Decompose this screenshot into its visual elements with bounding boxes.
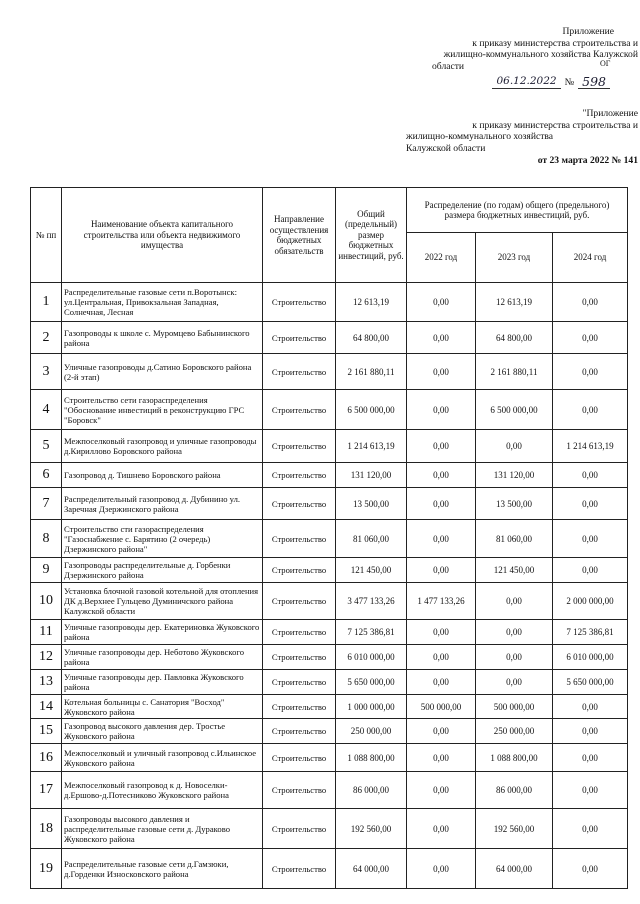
direction: Строительство [263,695,336,719]
row-number: 14 [31,695,62,719]
amount-2022: 0,00 [407,463,476,488]
amount-2022: 0,00 [407,809,476,849]
table-row [31,390,628,430]
amount-2023: 131 120,00 [476,463,553,488]
amount-2024: 0,00 [553,695,628,719]
object-name: Строительство сети газораспределения "Обоснование инвестиций в реконструкцию ГРС "Боровск" [62,390,263,430]
header-total: Общий (предельный) размер бюджетных инвестиций, руб. [336,188,407,283]
object-name: Газопровод д. Тишнево Боровского района [62,463,263,488]
row-number: 16 [31,744,62,772]
object-name: Строительство сти газораспределения "Газоснабжение с. Барятино (2 очередь) Дзержинского района" [62,520,263,558]
row-number: 7 [31,488,62,520]
table-row [31,283,628,322]
amount-2023: 81 060,00 [476,520,553,558]
direction: Строительство [263,772,336,809]
object-name: Уличные газопроводы дер. Екатериновка Жуковского района [62,620,263,645]
order-date-handwritten: 06.12.2022 [492,76,560,89]
object-name: Межпоселковый газопровод и уличные газопроводы д.Кириллово Боровского района [62,430,263,463]
order-number-handwritten: 598 [578,76,610,89]
amount-2022: 0,00 [407,645,476,670]
appendix-header-old [388,108,638,167]
amount-2024: 0,00 [553,744,628,772]
amount-2022: 0,00 [407,430,476,463]
appendix-title: Приложение [562,26,614,37]
amount-2022: 0,00 [407,772,476,809]
amount-2024: 0,00 [553,809,628,849]
table-row [31,670,628,695]
direction: Строительство [263,849,336,889]
row-number: 12 [31,645,62,670]
amount-2022: 1 477 133,26 [407,583,476,620]
object-name: Межпоселковый и уличный газопровод с.Ильинское Жуковского района [62,744,263,772]
amount-2023: 121 450,00 [476,558,553,583]
table-row [31,488,628,520]
amount-2022: 0,00 [407,670,476,695]
amount-2024: 2 000 000,00 [553,583,628,620]
amount-2024: 0,00 [553,354,628,390]
total-amount: 2 161 880,11 [336,354,407,390]
total-amount: 1 088 800,00 [336,744,407,772]
direction: Строительство [263,463,336,488]
direction: Строительство [263,488,336,520]
amount-2023: 0,00 [476,645,553,670]
old-appendix-line-1: к приказу министерства строительства и [472,119,638,131]
investments-table [30,187,628,889]
amount-2023: 12 613,19 [476,283,553,322]
object-name: Уличные газопроводы дер. Неботово Жуковского района [62,645,263,670]
table-row [31,645,628,670]
amount-2023: 0,00 [476,620,553,645]
amount-2024: 1 214 613,19 [553,430,628,463]
table-row [31,558,628,583]
total-amount: 64 800,00 [336,322,407,354]
amount-2024: 0,00 [553,772,628,809]
total-amount: 1 214 613,19 [336,430,407,463]
table-body [31,283,628,889]
old-order-date: от 23 марта 2022 № 141 [537,155,638,166]
amount-2023: 0,00 [476,430,553,463]
total-amount: 5 650 000,00 [336,670,407,695]
header-direction: Направление осуществления бюджетных обязательств [263,188,336,283]
amount-2022: 0,00 [407,354,476,390]
table-row [31,719,628,744]
amount-2022: 0,00 [407,488,476,520]
direction: Строительство [263,645,336,670]
object-name: Распределительные газовые сети п.Воротынск: ул.Центральная, Привокзальная Западная, Солнечная, Лесная [62,283,263,322]
object-name: Газопровод высокого давления дер. Тростье Жуковского района [62,719,263,744]
amount-2023: 13 500,00 [476,488,553,520]
amount-2023: 0,00 [476,583,553,620]
table-row [31,430,628,463]
object-name: Газопроводы высокого давления и распределительные газовые сети д. Дураково Жуковского района [62,809,263,849]
amount-2024: 0,00 [553,719,628,744]
total-amount: 3 477 133,26 [336,583,407,620]
direction: Строительство [263,744,336,772]
total-amount: 192 560,00 [336,809,407,849]
table-row [31,744,628,772]
margin-mark: ОГ [600,59,611,68]
direction: Строительство [263,620,336,645]
appendix-line-2: жилищно-коммунального хозяйства Калужской [443,49,638,60]
amount-2023: 0,00 [476,670,553,695]
row-number: 11 [31,620,62,645]
direction: Строительство [263,583,336,620]
direction: Строительство [263,322,336,354]
table-row [31,620,628,645]
amount-2022: 500 000,00 [407,695,476,719]
total-amount: 7 125 386,81 [336,620,407,645]
amount-2022: 0,00 [407,620,476,645]
header-2024: 2024 год [553,233,628,283]
row-number: 18 [31,809,62,849]
amount-2023: 192 560,00 [476,809,553,849]
old-appendix-title: "Приложение [582,108,638,119]
row-number: 6 [31,463,62,488]
row-number: 10 [31,583,62,620]
header-distribution: Распределение (по годам) общего (предельного) размера бюджетных инвестиций, руб. [407,188,628,233]
amount-2022: 0,00 [407,558,476,583]
total-amount: 1 000 000,00 [336,695,407,719]
total-amount: 81 060,00 [336,520,407,558]
appendix-line-1: к приказу министерства строительства и [472,37,638,49]
header-name: Наименование объекта капитального строительства или объекта недвижимого имущества [62,188,263,283]
amount-2023: 6 500 000,00 [476,390,553,430]
direction: Строительство [263,430,336,463]
table-row [31,695,628,719]
amount-2023: 86 000,00 [476,772,553,809]
row-number: 9 [31,558,62,583]
direction: Строительство [263,809,336,849]
appendix-line-3: области [432,60,465,72]
table-row [31,849,628,889]
amount-2022: 0,00 [407,719,476,744]
table-row [31,354,628,390]
row-number: 15 [31,719,62,744]
table-row [31,322,628,354]
total-amount: 131 120,00 [336,463,407,488]
object-name: Газопроводы распределительные д. Горбенки Дзержинского района [62,558,263,583]
object-name: Уличные газопроводы д.Сатино Боровского района (2-й этап) [62,354,263,390]
table-row [31,583,628,620]
amount-2022: 0,00 [407,520,476,558]
table-row [31,520,628,558]
amount-2024: 7 125 386,81 [553,620,628,645]
amount-2023: 64 000,00 [476,849,553,889]
row-number: 4 [31,390,62,430]
direction: Строительство [263,354,336,390]
row-number: 5 [31,430,62,463]
total-amount: 13 500,00 [336,488,407,520]
amount-2023: 250 000,00 [476,719,553,744]
object-name: Межпоселковый газопровод к д. Новоселки-д.Ершово-д.Потесниково Жуковского района [62,772,263,809]
amount-2023: 64 800,00 [476,322,553,354]
amount-2022: 0,00 [407,322,476,354]
amount-2022: 0,00 [407,390,476,430]
object-name: Распределительный газопровод д. Дубинино ул. Заречная Дзержинского района [62,488,263,520]
row-number: 3 [31,354,62,390]
row-number: 1 [31,283,62,322]
header-2023: 2023 год [476,233,553,283]
object-name: Уличные газопроводы дер. Павловка Жуковского района [62,670,263,695]
amount-2024: 5 650 000,00 [553,670,628,695]
row-number: 13 [31,670,62,695]
total-amount: 86 000,00 [336,772,407,809]
total-amount: 121 450,00 [336,558,407,583]
order-number-label: № [564,77,575,88]
amount-2024: 0,00 [553,849,628,889]
amount-2024: 0,00 [553,322,628,354]
direction: Строительство [263,558,336,583]
direction: Строительство [263,390,336,430]
appendix-header-new [388,26,638,89]
direction: Строительство [263,670,336,695]
amount-2024: 0,00 [553,463,628,488]
row-number: 17 [31,772,62,809]
amount-2023: 500 000,00 [476,695,553,719]
row-number: 19 [31,849,62,889]
table-row [31,463,628,488]
total-amount: 6 010 000,00 [336,645,407,670]
amount-2024: 0,00 [553,488,628,520]
amount-2022: 0,00 [407,283,476,322]
row-number: 2 [31,322,62,354]
amount-2022: 0,00 [407,744,476,772]
object-name: Установка блочной газовой котельной для отопления ДК д.Верхнее Гульцево Думиничского района Калужской области [62,583,263,620]
total-amount: 250 000,00 [336,719,407,744]
table-row [31,809,628,849]
amount-2024: 0,00 [553,558,628,583]
header-num: № пп [31,188,62,283]
total-amount: 12 613,19 [336,283,407,322]
amount-2024: 0,00 [553,283,628,322]
amount-2023: 2 161 880,11 [476,354,553,390]
object-name: Котельная больницы с. Санатория "Восход" Жуковского района [62,695,263,719]
order-date-number [388,76,638,89]
object-name: Распределительные газовые сети д.Гамзюки, д.Горденки Износковского района [62,849,263,889]
object-name: Газопроводы к школе с. Муромцево Бабынинского района [62,322,263,354]
table-row [31,772,628,809]
amount-2022: 0,00 [407,849,476,889]
amount-2024: 0,00 [553,390,628,430]
amount-2023: 1 088 800,00 [476,744,553,772]
row-number: 8 [31,520,62,558]
old-appendix-line-2: жилищно-коммунального хозяйства [406,131,554,142]
amount-2024: 6 010 000,00 [553,645,628,670]
header-2022: 2022 год [407,233,476,283]
direction: Строительство [263,520,336,558]
old-appendix-line-3: Калужской области [406,142,486,154]
total-amount: 64 000,00 [336,849,407,889]
amount-2024: 0,00 [553,520,628,558]
direction: Строительство [263,283,336,322]
total-amount: 6 500 000,00 [336,390,407,430]
direction: Строительство [263,719,336,744]
